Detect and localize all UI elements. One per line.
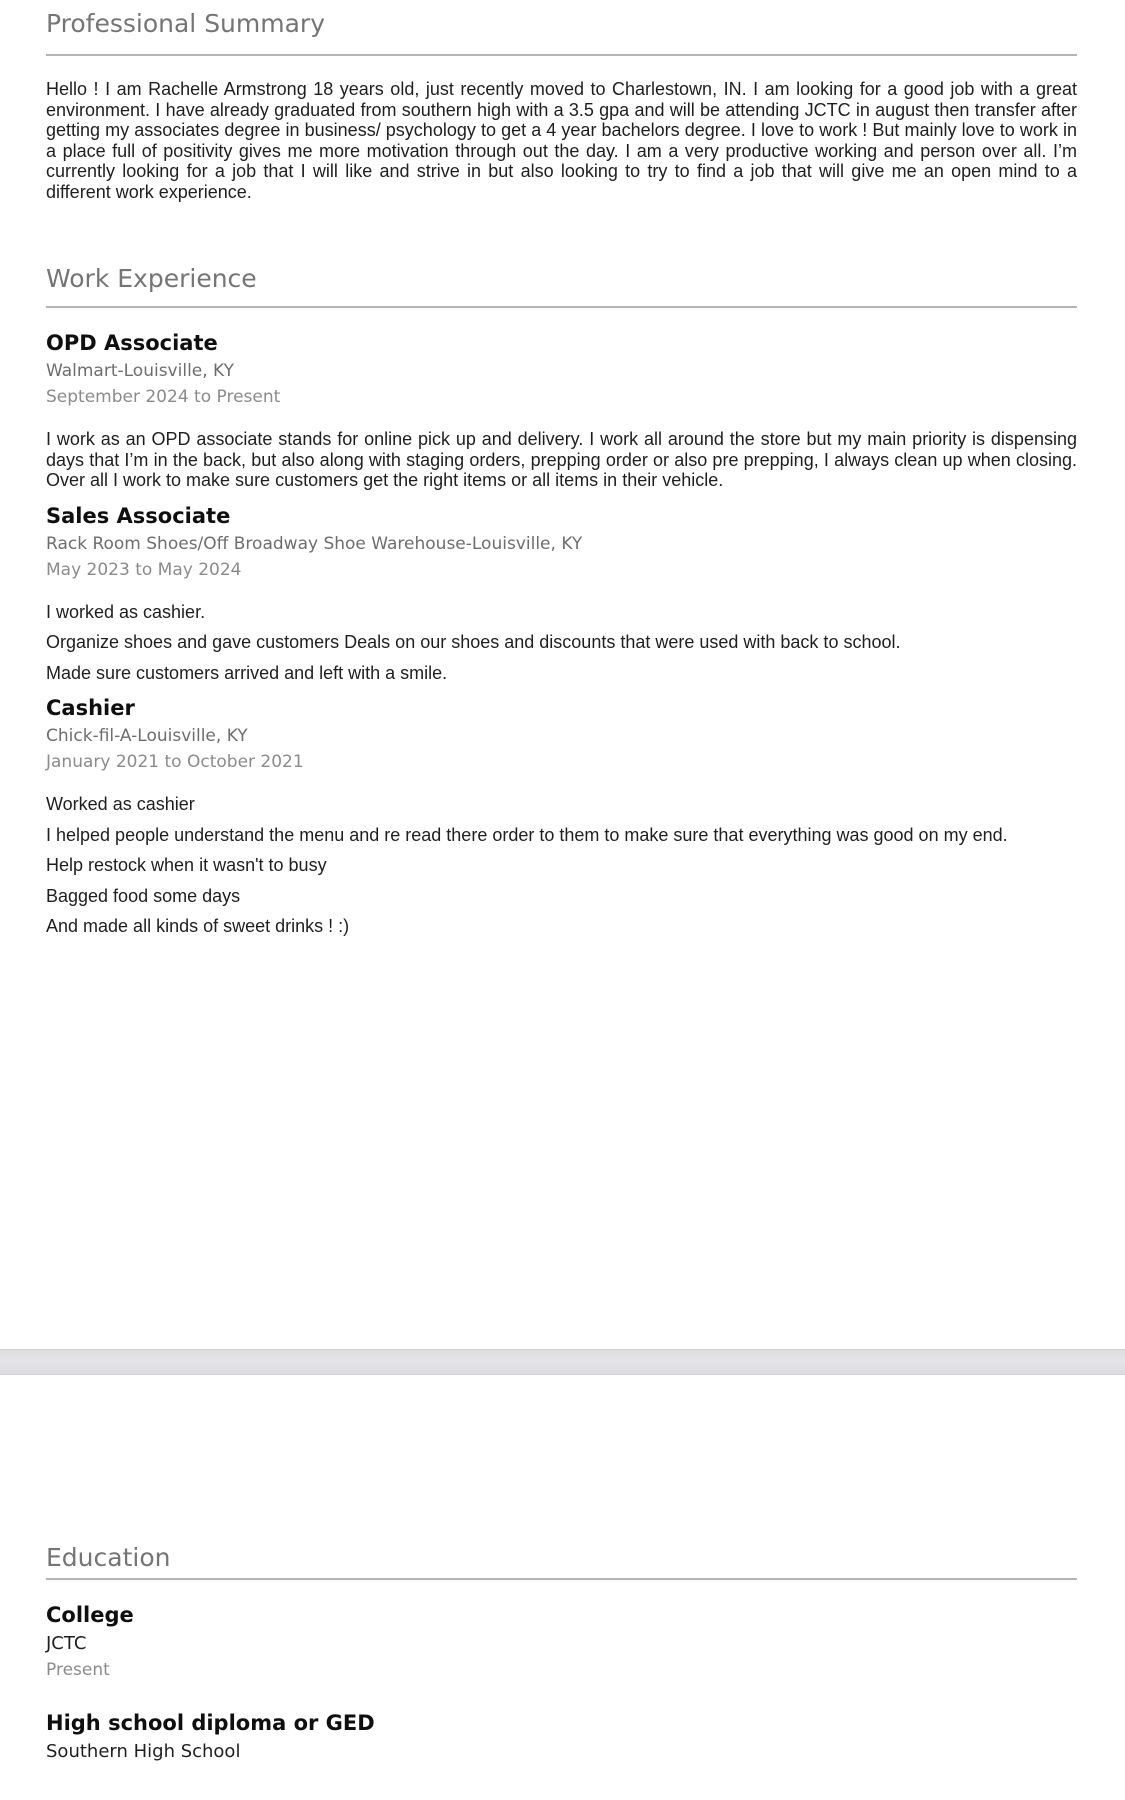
job-dates: May 2023 to May 2024 [46, 559, 242, 580]
education-section [46, 1375, 1077, 1764]
job-description-line: Bagged food some days [46, 885, 241, 906]
work-experience-heading: Work Experience [46, 264, 257, 293]
education-degree: High school diploma or GED [46, 1711, 375, 1735]
job-title: Cashier [46, 696, 135, 720]
job-description-line: Made sure customers arrived and left with a smile. [46, 662, 448, 683]
job-dates: September 2024 to Present [46, 387, 281, 407]
job-description [46, 602, 1077, 684]
job-description-line: I work as an OPD associate stands for online pick up and delivery. I work all around the store but my main priority is dispensing days that I’m in the back, but also along with staging orders, prepping order or also pre prepping, I always clean up when closing. Over all I work to make sure customers get the right items or all items in their vehicle. [46, 429, 1077, 490]
job-description-line: I helped people understand the menu and re read there order to them to make sure that everything was good on my end. [46, 824, 1008, 845]
job-description [46, 794, 1077, 937]
job-description-line: Help restock when it wasn't to busy [46, 855, 327, 875]
professional-summary-text: Hello ! I am Rachelle Armstrong 18 years old, just recently moved to Charlestown, IN. I am looking for a good job with a great environment. I have already graduated from southern high with a 3.5 gpa and will be attending JCTC in august then transfer after getting my associates degree in business/ psychology to get a 4 year bachelors degree. I love to work ! But mainly love to work in a place full of positivity gives me more motivation through out the day. I am a very productive working and person over all. I’m currently looking for a job that I will like and strive in but also looking to try to find a job that will give me an open mind to a different work experience. [46, 79, 1077, 202]
education-dates: Present [46, 1660, 110, 1680]
section-divider [46, 306, 1077, 308]
job-description-line: I worked as cashier. [46, 601, 206, 622]
professional-summary-section [46, 0, 1077, 202]
education-school: Southern High School [46, 1741, 241, 1762]
job-dates: January 2021 to October 2021 [46, 752, 304, 772]
job-description-line: Organize shoes and gave customers Deals on our shoes and discounts that were used with back to school. [46, 632, 901, 652]
job-company: Rack Room Shoes/Off Broadway Shoe Warehouse-Louisville, KY [46, 533, 583, 554]
section-divider [46, 54, 1077, 56]
resume-page-2 [0, 1375, 1125, 1800]
job-entry-sales-associate [46, 503, 1077, 684]
education-entry-high-school [46, 1710, 1077, 1764]
job-title: Sales Associate [46, 503, 231, 528]
professional-summary-heading: Professional Summary [46, 9, 326, 38]
job-description [46, 429, 1077, 491]
job-company: Chick-fil-A-Louisville, KY [46, 726, 248, 746]
job-entry-opd-associate [46, 330, 1077, 491]
job-title: OPD Associate [46, 331, 218, 355]
page-break-divider [0, 1349, 1125, 1375]
work-experience-section [46, 202, 1077, 937]
section-divider [46, 1578, 1077, 1580]
education-degree: College [46, 1603, 134, 1627]
job-description-line: Worked as cashier [46, 794, 195, 814]
education-school: JCTC [46, 1633, 87, 1654]
education-entry-college [46, 1602, 1077, 1682]
job-company: Walmart-Louisville, KY [46, 361, 234, 381]
job-description-line: And made all kinds of sweet drinks ! :) [46, 916, 350, 936]
job-entry-cashier [46, 695, 1077, 937]
education-heading: Education [46, 1543, 171, 1572]
